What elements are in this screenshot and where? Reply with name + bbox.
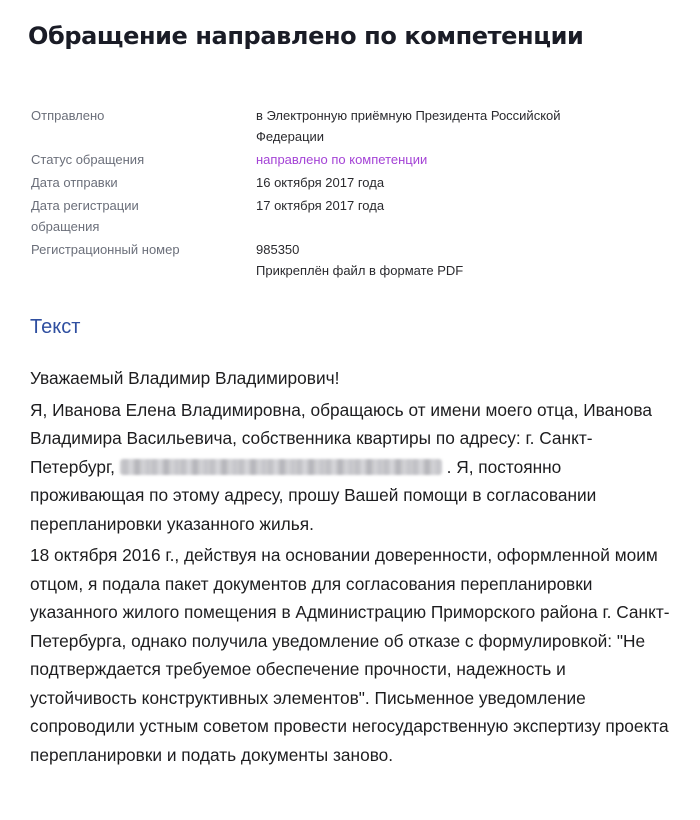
redacted-address [120,459,442,475]
detail-value [256,239,606,281]
detail-label [31,195,256,237]
detail-value [256,172,606,193]
detail-row-registration-number [31,239,671,281]
greeting: Уважаемый Владимир Владимирович! [30,368,340,388]
detail-row-registration-date [31,195,671,237]
paragraph-1-end: . Я, постоянно проживающая по этому адресу, прошу Вашей помощи в согласовании перепланировки указанного жилья. [30,456,597,534]
paragraph-1-start: Я, Иванова Елена Владимировна, обращаюсь от имени моего отца, Иванова Владимира Васильевича, собственника квартиры по адресу: г. Санкт-Петербург, [30,399,653,477]
text-section-title: Текст [30,316,81,338]
detail-value [256,195,606,237]
detail-value-line: в Электронную приёмную Президента Российской [256,108,561,123]
detail-label: Отправлено [31,108,105,123]
appeal-details [31,105,671,283]
appeal-text [30,364,675,772]
pdf-attachment-note: Прикреплён файл в формате PDF [256,263,464,278]
status-text: направлено по компетенции [256,152,428,167]
detail-value-line: Федерации [256,129,325,144]
detail-value-line: 16 октября 2017 года [256,175,385,190]
page-title: Обращение направлено по компетенции [28,22,584,50]
paragraph-1 [30,396,675,539]
detail-label-line: Дата регистрации [31,198,139,213]
detail-value [256,105,606,147]
detail-row-status [31,149,671,170]
status-value [256,149,606,170]
paragraph-2: 18 октября 2016 г., действуя на основании доверенности, оформленной моим отцом, я подала пакет документов для согласования перепланировки указанного жилого помещения в Администрацию Приморского района г. Санкт-Петербурга, однако получила уведомление об отказе с формулировкой: "Не подтверждается требуемое обеспечение прочности, надежность и устойчивость конструктивных элементов". Письменное уведомление сопроводили устным советом провести негосударственную экспертизу проекта перепланировки и подать документы заново. [30,545,670,765]
detail-label: Регистрационный номер [31,242,180,257]
detail-value-line: 17 октября 2017 года [256,198,385,213]
detail-label: Статус обращения [31,152,145,167]
detail-row-sent-to [31,105,671,147]
registration-number: 985350 [256,242,300,257]
detail-label: Дата отправки [31,175,118,190]
detail-label-line: обращения [31,219,100,234]
detail-row-sent-date [31,172,671,193]
